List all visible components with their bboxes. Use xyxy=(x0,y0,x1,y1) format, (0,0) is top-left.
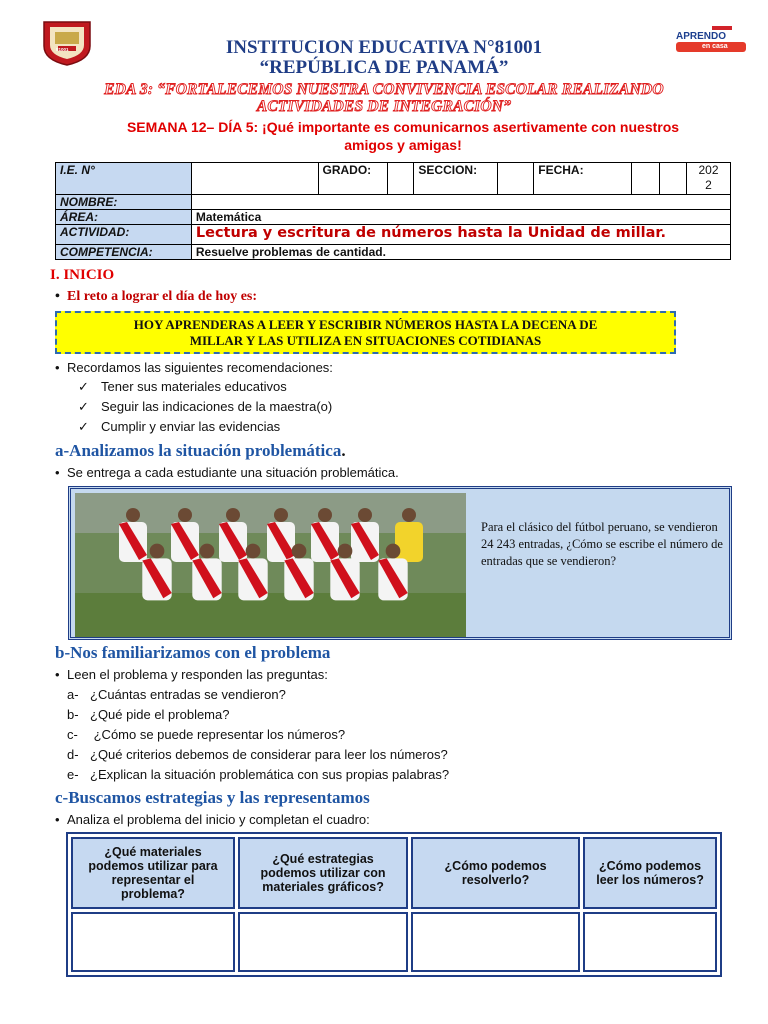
column-header: ¿Qué estrategias podemos utilizar con materiales gráficos? xyxy=(238,837,408,909)
crest-number: 81001 xyxy=(56,47,69,52)
question-text: ¿Cuántas entradas se vendieron? xyxy=(90,687,286,702)
fecha-month-field[interactable] xyxy=(660,163,687,195)
problem-text: Para el clásico del fútbol peruano, se vendieron 24 243 entradas, ¿Cómo se escribe el número de entradas que se vendieron? xyxy=(481,520,723,568)
question-item xyxy=(67,707,229,722)
answer-cell[interactable] xyxy=(583,912,717,972)
question-letter: e- xyxy=(67,767,79,782)
answer-cell[interactable] xyxy=(411,912,580,972)
school-subtitle: “REPÚBLICA DE PANAMÁ” xyxy=(259,57,509,78)
column-header: ¿Qué materiales podemos utilizar para representar el problema? xyxy=(71,837,235,909)
logo-en-casa-text: en casa xyxy=(702,43,728,50)
recomendaciones-text: Recordamos las siguientes recomendaciones: xyxy=(67,360,333,375)
answer-cell[interactable] xyxy=(71,912,235,972)
student-info-table xyxy=(55,162,731,260)
question-item xyxy=(67,747,448,762)
question-text: ¿Qué criterios debemos de considerar para leer los números? xyxy=(90,747,448,762)
question-text: ¿Explican la situación problemática con sus propias palabras? xyxy=(90,767,450,782)
semana-title-line1: SEMANA 12– DÍA 5: ¡Qué importante es comunicarnos asertivamente con nuestros xyxy=(126,119,680,135)
year-part-b: 2 xyxy=(705,178,712,192)
ie-field[interactable] xyxy=(191,163,318,195)
question-item xyxy=(67,687,286,702)
ie-label: I.E. N° xyxy=(56,163,192,195)
section-b-bullet-text: Leen el problema y responden las preguntas: xyxy=(67,667,328,682)
section-a-dot: . xyxy=(341,441,346,460)
check-item xyxy=(78,419,280,435)
problem-situation-box xyxy=(68,486,732,640)
section-b-bullet: • Leen el problema y responden las preguntas: xyxy=(55,667,328,682)
question-text: ¿Qué pide el problema? xyxy=(90,707,230,722)
check-text: Seguir las indicaciones de la maestra(o) xyxy=(101,399,333,414)
section-c-bullet-text: Analiza el problema del inicio y completan el cuadro: xyxy=(67,812,370,827)
question-letter: d- xyxy=(67,747,79,762)
section-a-bullet-text: Se entrega a cada estudiante una situación problemática. xyxy=(67,465,399,480)
inicio-heading: I. INICIO xyxy=(50,267,115,283)
competencia-value: Resuelve problemas de cantidad. xyxy=(191,245,730,260)
seccion-field[interactable] xyxy=(498,163,534,195)
logo-aprendo-text: APRENDO xyxy=(676,31,727,42)
checkmark-icon: ✓ xyxy=(78,379,89,394)
question-item xyxy=(67,727,345,742)
section-a-heading xyxy=(55,441,346,461)
semana-title-line2: amigos y amigas! xyxy=(344,137,462,153)
section-c-bullet: • Analiza el problema del inicio y completan el cuadro: xyxy=(55,812,370,827)
section-a-title: a-Analizamos la situación problemática xyxy=(55,441,342,460)
actividad-value: Lectura y escritura de números hasta la Unidad de millar. xyxy=(191,225,730,245)
school-name: INSTITUCION EDUCATIVA N°81001 xyxy=(225,37,543,58)
check-item xyxy=(78,379,287,395)
reto-bullet: • El reto a lograr el día de hoy es: xyxy=(55,289,258,304)
check-item xyxy=(78,399,332,415)
eda-title-line1: EDA 3: “FORTALECEMOS NUESTRA CONVIVENCIA ESCOLAR REALIZANDO xyxy=(104,81,664,98)
strategies-table xyxy=(66,832,722,977)
fecha-label: FECHA: xyxy=(534,163,632,195)
checkmark-icon: ✓ xyxy=(78,399,89,414)
question-text: ¿Cómo se puede representar los números? xyxy=(90,727,346,742)
nombre-field[interactable] xyxy=(191,195,730,210)
grado-field[interactable] xyxy=(388,163,414,195)
goal-line2: MILLAR Y LAS UTILIZA EN SITUACIONES COTIDIANAS xyxy=(189,333,542,348)
recomendaciones-bullet: • Recordamos las siguientes recomendaciones: xyxy=(55,360,333,375)
checkmark-icon: ✓ xyxy=(78,419,89,434)
section-b-heading: b-Nos familiarizamos con el problema xyxy=(55,643,331,662)
section-c-heading: c-Buscamos estrategias y las representamos xyxy=(55,788,370,807)
competencia-label: COMPETENCIA: xyxy=(56,245,192,260)
reto-text: El reto a lograr el día de hoy es: xyxy=(67,289,258,304)
eda-title-line2: ACTIVIDADES DE INTEGRACIÓN” xyxy=(256,98,512,115)
check-text: Cumplir y enviar las evidencias xyxy=(101,419,281,434)
fecha-day-field[interactable] xyxy=(632,163,660,195)
column-header: ¿Cómo podemos leer los números? xyxy=(583,837,717,909)
year-part-a: 202 xyxy=(698,163,719,177)
seccion-label: SECCION: xyxy=(414,163,498,195)
nombre-label: NOMBRE: xyxy=(56,195,192,210)
question-letter: c- xyxy=(67,727,78,742)
fecha-year xyxy=(686,163,730,195)
check-text: Tener sus materiales educativos xyxy=(101,379,287,394)
column-header: ¿Cómo podemos resolverlo? xyxy=(411,837,580,909)
area-value: Matemática xyxy=(191,210,730,225)
answer-cell[interactable] xyxy=(238,912,408,972)
area-label: ÁREA: xyxy=(56,210,192,225)
section-a-bullet: • Se entrega a cada estudiante una situación problemática. xyxy=(55,465,399,480)
actividad-label: ACTIVIDAD: xyxy=(56,225,192,245)
question-item xyxy=(67,767,449,782)
goal-line1: HOY APRENDERAS A LEER Y ESCRIBIR NÚMEROS HASTA LA DECENA DE xyxy=(133,317,598,332)
grado-label: GRADO: xyxy=(318,163,388,195)
learning-goal-box xyxy=(55,311,676,354)
question-letter: b- xyxy=(67,707,79,722)
question-letter: a- xyxy=(67,687,79,702)
football-team-photo xyxy=(75,493,466,637)
